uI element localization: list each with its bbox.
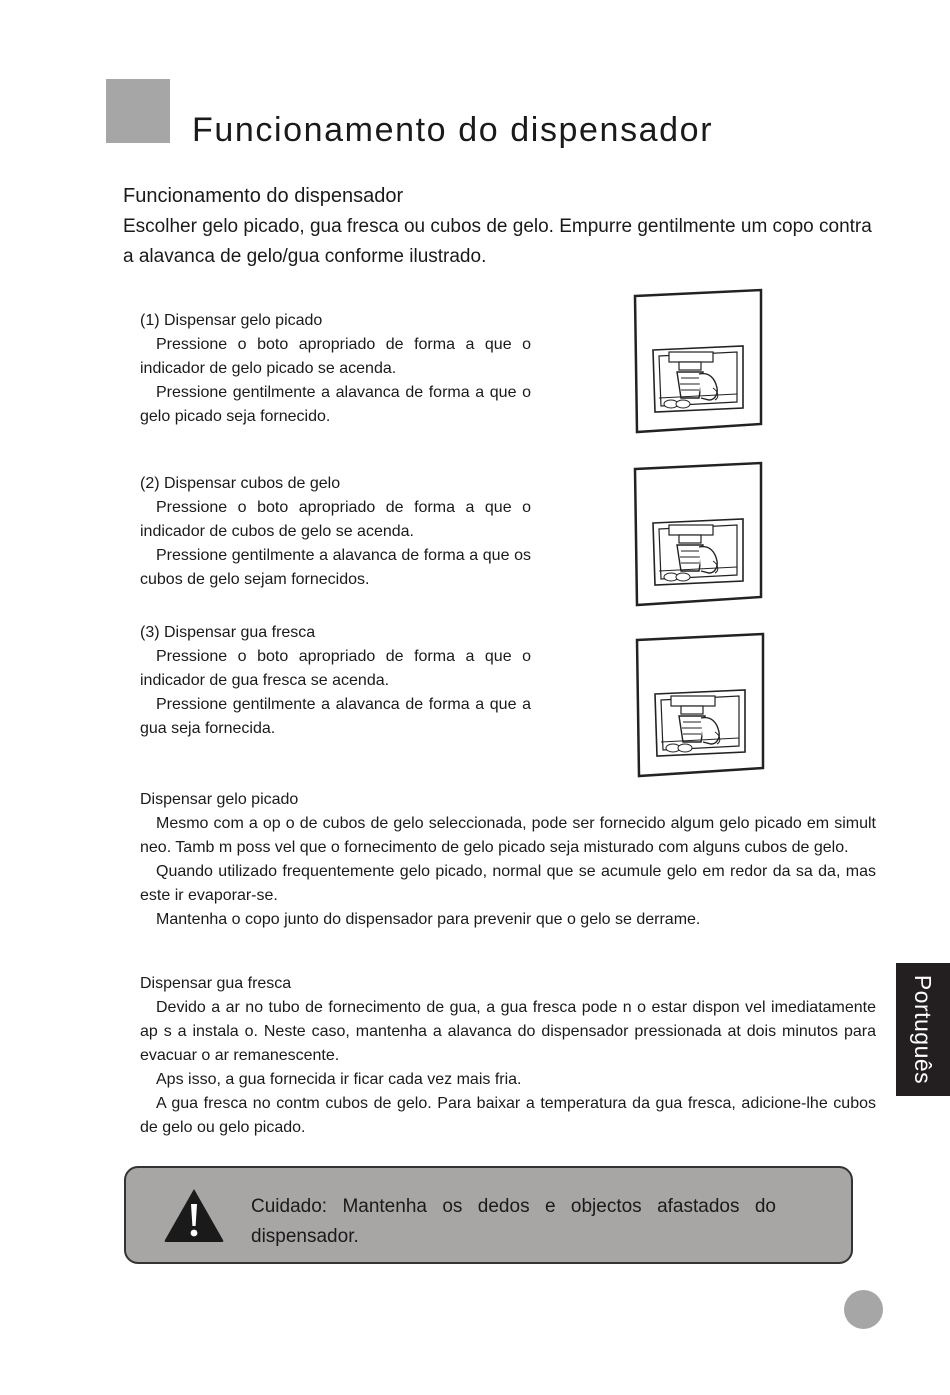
section-heading: Funcionamento do dispensador [123,185,404,207]
note-paragraph: Devido a ar no tubo de fornecimento de gua, a gua fresca pode n o estar dispon vel imediatamente ap s a instala o. Neste caso, mantenha a alavanca do dispensador pressionada at dois minutos para evacuar o ar remanescente. [140,999,876,1064]
item-heading: (3) Dispensar gua fresca [140,624,316,641]
dispenser-icon [633,461,765,607]
intro-text: Escolher gelo picado, gua fresca ou cubos de gelo. Empurre gentilmente um copo contra a alavanca de gelo/gua conforme ilustrado. [123,216,872,267]
caution-text: Cuidado: Mantenha os dedos e objectos afastados do dispensador. [251,1196,776,1247]
item-paragraph: Pressione o boto apropriado de forma a que o indicador de gelo picado se acenda. [140,336,531,377]
note-heading: Dispensar gelo picado [140,791,299,808]
note-paragraph: A gua fresca no contm cubos de gelo. Para baixar a temperatura da gua fresca, adicione-lhe cubos de gelo ou gelo picado. [140,1095,876,1136]
chapter-marker [106,79,170,143]
note-paragraph: Mesmo com a op o de cubos de gelo seleccionada, pode ser fornecido algum gelo picado em simult neo. Tamb m poss vel que o fornecimento de gelo picado seja misturado com alguns cubos de gelo. [140,815,876,856]
item-paragraph: Pressione o boto apropriado de forma a que o indicador de gua fresca se acenda. [140,648,531,689]
dispenser-illustration-water [635,632,767,778]
page-number-marker [844,1290,883,1329]
caution-box [124,1166,853,1264]
item-water [140,621,531,741]
dispenser-icon [635,632,767,778]
item-crushed-ice [140,309,531,429]
item-heading: (1) Dispensar gelo picado [140,312,323,329]
item-paragraph: Pressione gentilmente a alavanca de forma a que os cubos de gelo sejam fornecidos. [140,547,531,588]
dispenser-icon [633,288,765,434]
language-tab-label: Português [910,974,937,1085]
item-paragraph: Pressione gentilmente a alavanca de forma a que o gelo picado seja fornecido. [140,384,531,425]
note-paragraph: Mantenha o copo junto do dispensador para prevenir que o gelo se derrame. [156,911,701,928]
note-paragraph: Quando utilizado frequentemente gelo picado, normal que se acumule gelo em redor da sa da, mas este ir evaporar-se. [140,863,876,904]
dispenser-illustration-crushed-ice [633,288,765,434]
note-heading: Dispensar gua fresca [140,975,292,992]
warning-triangle-icon [162,1186,226,1244]
dispenser-illustration-ice-cubes [633,461,765,607]
note-paragraph: Aps isso, a gua fornecida ir ficar cada vez mais fria. [156,1071,522,1088]
language-tab [896,963,950,1096]
item-paragraph: Pressione gentilmente a alavanca de forma a que a gua seja fornecida. [140,696,531,737]
item-ice-cubes [140,472,531,592]
page-title: Funcionamento do dispensador [192,111,714,149]
note-water [140,972,876,1140]
note-crushed-ice [140,788,876,932]
item-paragraph: Pressione o boto apropriado de forma a que o indicador de cubos de gelo se acenda. [140,499,531,540]
item-heading: (2) Dispensar cubos de gelo [140,475,341,492]
